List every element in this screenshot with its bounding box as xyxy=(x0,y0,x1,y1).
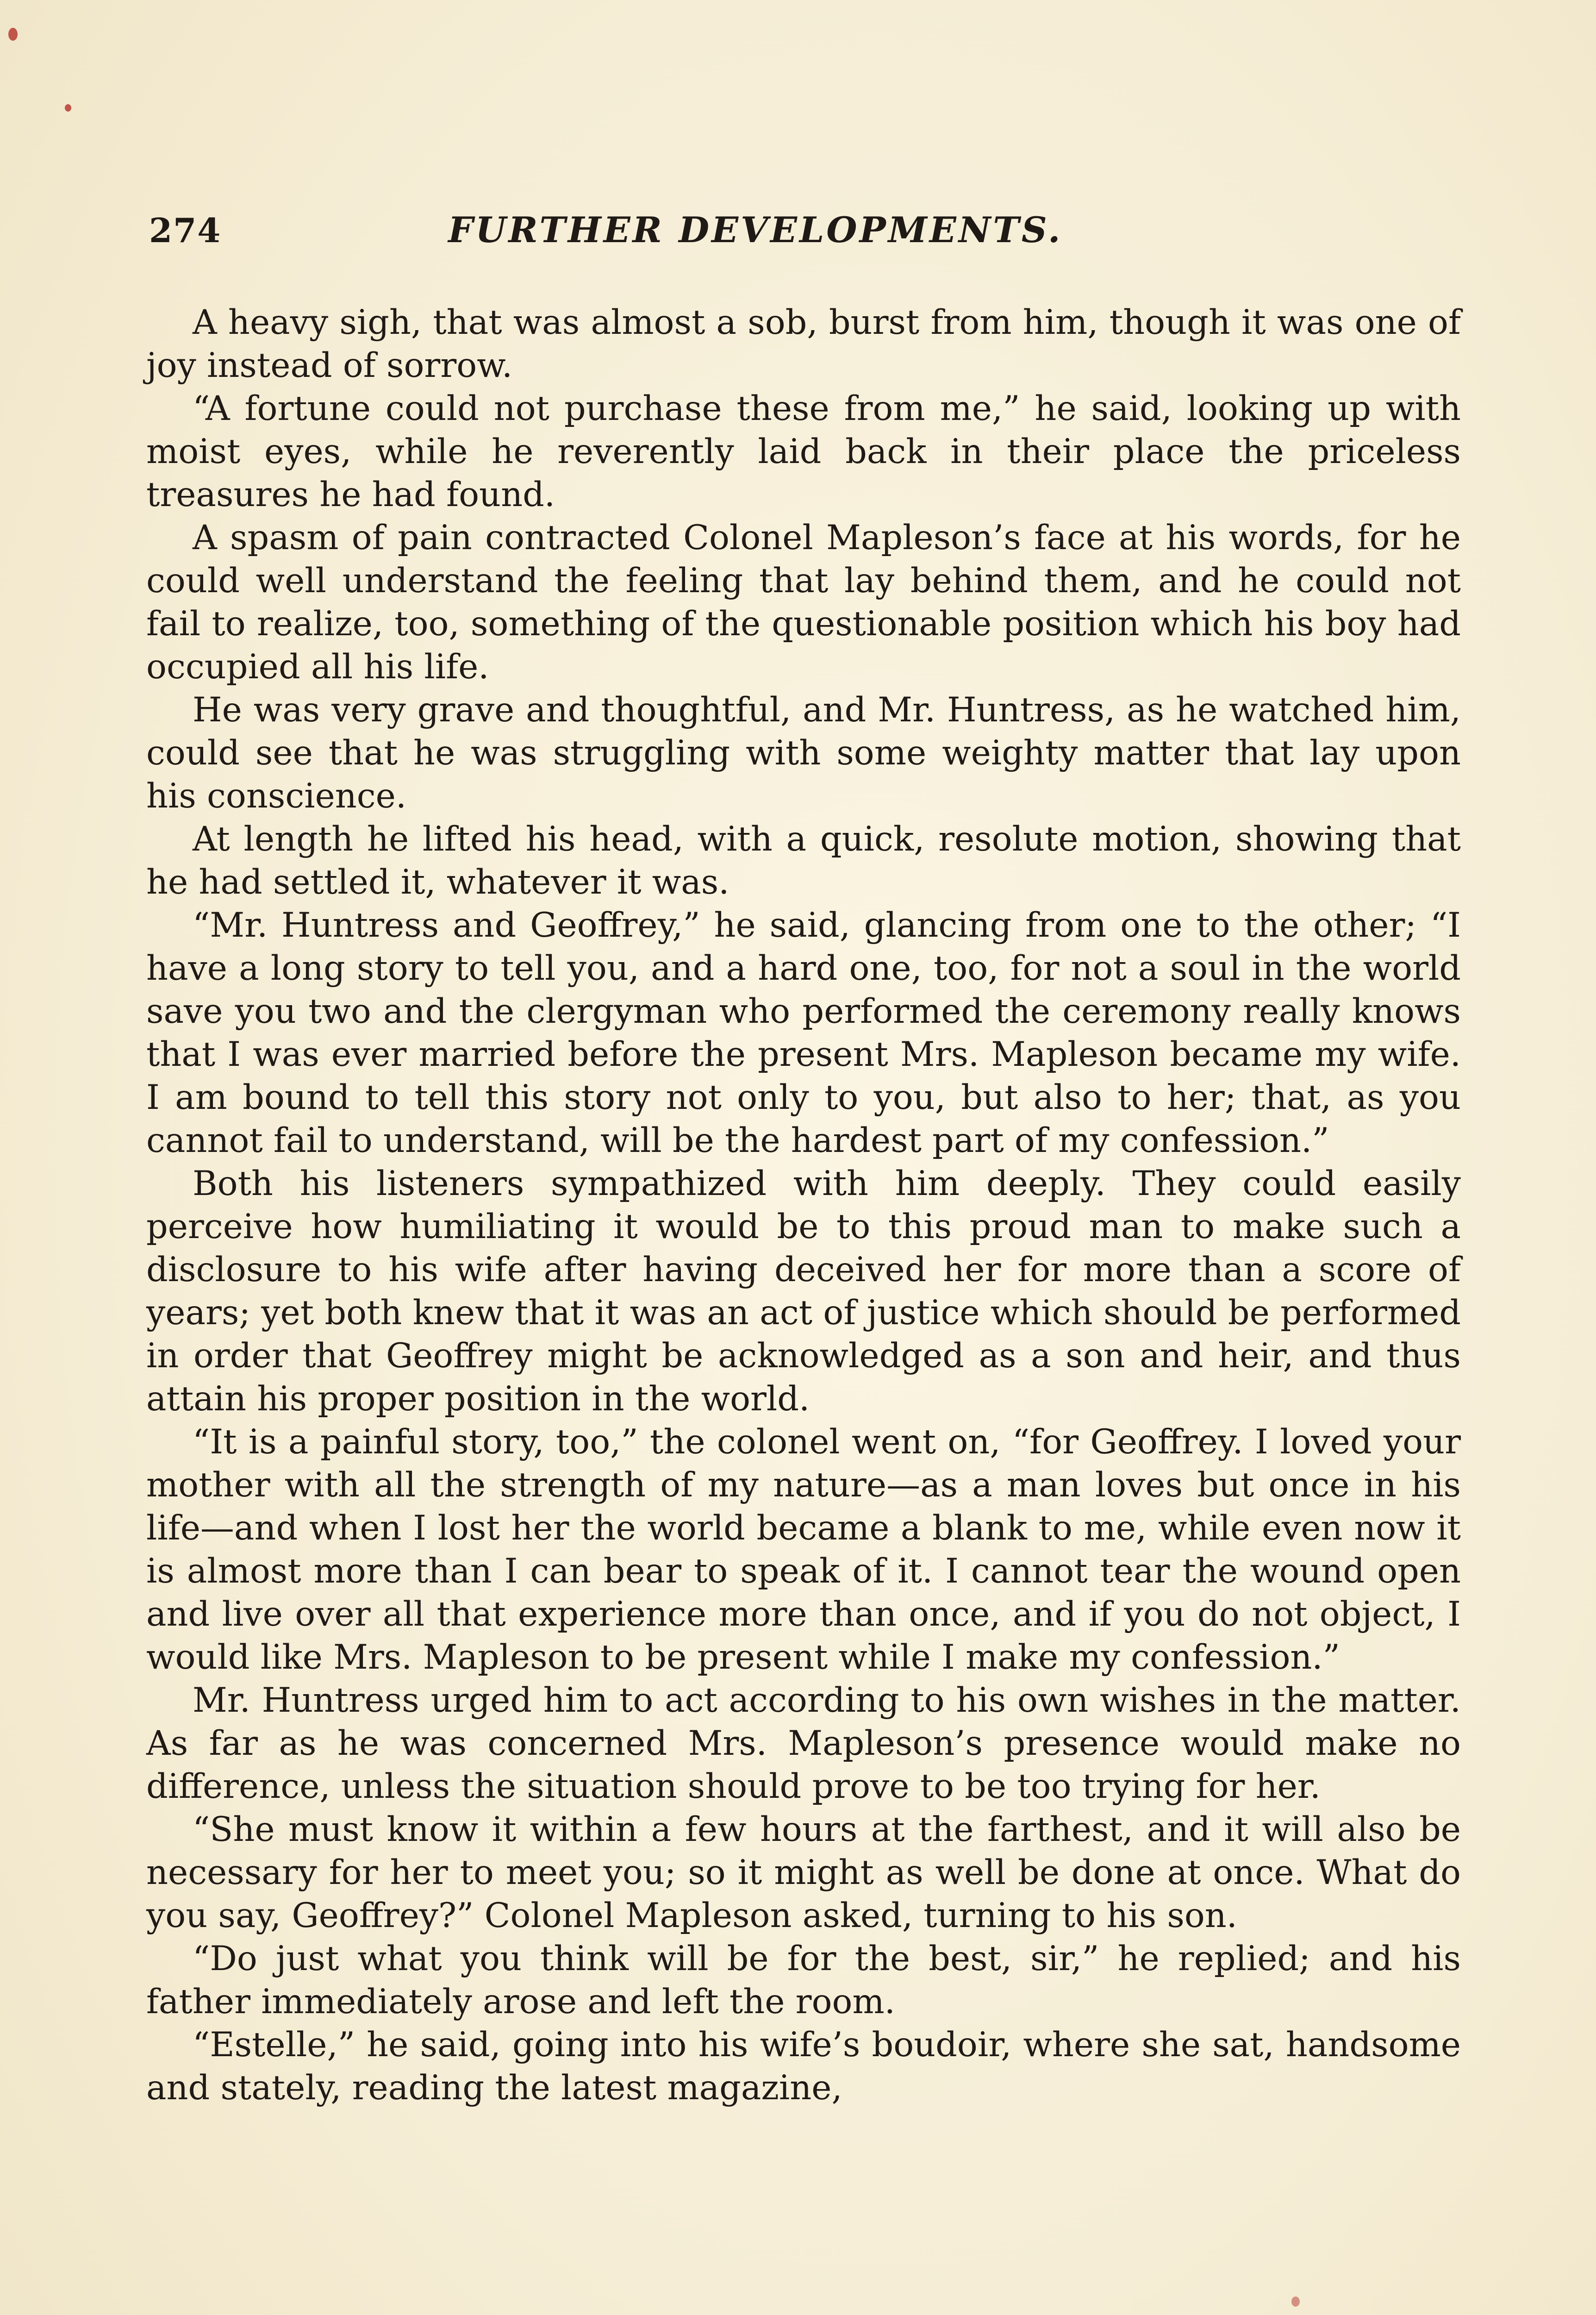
paragraph: At length he lifted his head, with a quick, resolute motion, showing that he had settled it, whatever it was. xyxy=(146,820,1461,902)
paragraph: “A fortune could not purchase these from me,” he said, looking up with moist eyes, while he reverently laid back in their place the priceless treasures he had found. xyxy=(146,389,1461,514)
running-head xyxy=(149,209,1454,256)
running-title: FURTHER DEVELOPMENTS. xyxy=(448,209,1063,250)
paper-speck xyxy=(65,104,71,112)
paragraph: “Do just what you think will be for the best, sir,” he replied; and his father immediately arose and left the room. xyxy=(146,1939,1461,2021)
paragraph: He was very grave and thoughtful, and Mr. Huntress, as he watched him, could see that he was struggling with some weighty matter that lay upon his conscience. xyxy=(146,690,1461,816)
body-text xyxy=(146,301,1461,2109)
paragraph: “Mr. Huntress and Geoffrey,” he said, glancing from one to the other; “I have a long story to tell you, and a hard one, too, for not a soul in the world save you two and the clergyman who performed the ceremony really knows that I was ever married before the present Mrs. Mapleson became my wife. I am bound to tell this story not only to you, but also to her; that, as you cannot fail to understand, will be the hardest part of my confession.” xyxy=(146,906,1461,1160)
page-number: 274 xyxy=(149,211,222,250)
paragraph: “It is a painful story, too,” the colonel went on, “for Geoffrey. I loved your mother with all the strength of my nature—as a man loves but once in his life—and when I lost her the world became a blank to me, while even now it is almost more than I can bear to speak of it. I cannot tear the wound open and live over all that experience more than once, and if you do not object, I would like Mrs. Mapleson to be present while I make my confession.” xyxy=(146,1422,1461,1677)
paragraph: Both his listeners sympathized with him deeply. They could easily perceive how humiliating it would be to this proud man to make such a disclosure to his wife after having deceived her for more than a score of years; yet both knew that it was an act of justice which should be performed in order that Geoffrey might be acknowledged as a son and heir, and thus attain his proper position in the world. xyxy=(146,1164,1461,1419)
paragraph: A heavy sigh, that was almost a sob, burst from him, though it was one of joy instead of sorrow. xyxy=(146,303,1461,385)
paragraph: Mr. Huntress urged him to act according to his own wishes in the matter. As far as he was concerned Mrs. Mapleson’s presence would make no difference, unless the situation should prove to be too trying for her. xyxy=(146,1681,1461,1806)
paragraph: A spasm of pain contracted Colonel Mapleson’s face at his words, for he could well understand the feeling that lay behind them, and he could not fail to realize, too, something of the questionable position which his boy had occupied all his life. xyxy=(146,518,1461,687)
paper-speck xyxy=(1291,2296,1300,2307)
paper-speck xyxy=(8,28,18,41)
paragraph: “She must know it within a few hours at the farthest, and it will also be necessary for her to meet you; so it might as well be done at once. What do you say, Geoffrey?” Colonel Mapleson asked, turning to his son. xyxy=(146,1810,1461,1935)
paragraph: “Estelle,” he said, going into his wife’s boudoir, where she sat, handsome and stately, reading the latest magazine, xyxy=(146,2025,1461,2108)
